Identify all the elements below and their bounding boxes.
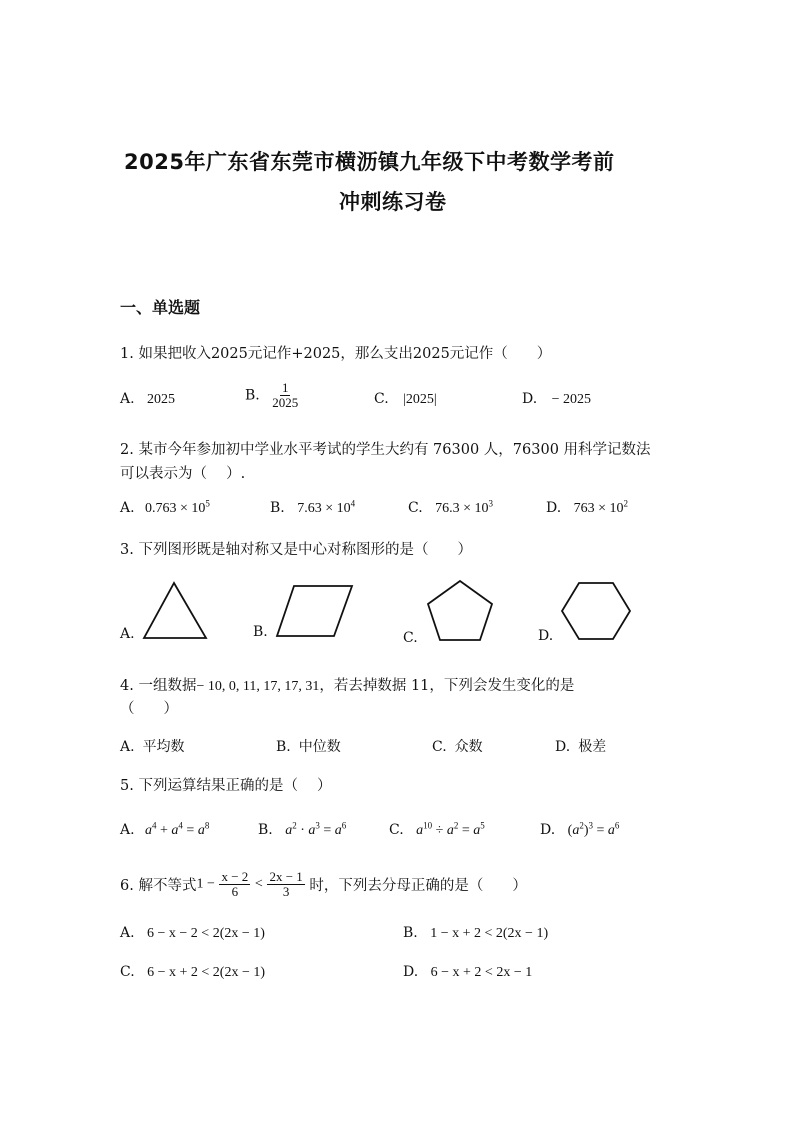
question-3-stem: 3. 下列图形既是轴对称又是中心对称图形的是（ ） bbox=[120, 542, 472, 558]
parallelogram-icon bbox=[274, 582, 356, 640]
q5-option-b[interactable]: B. $a^2 \cdot a^3 = a^6$ bbox=[258, 820, 347, 838]
section-heading: 一、单选题 bbox=[120, 298, 201, 317]
option-label: C. bbox=[408, 500, 423, 516]
q3-option-b-label[interactable]: B. bbox=[253, 624, 268, 640]
option-value: − 2025 bbox=[551, 392, 592, 407]
question-4-stem-line2: （ ） bbox=[120, 701, 178, 717]
hexagon-icon bbox=[560, 580, 634, 642]
q5-option-d[interactable]: D. $(a^2)^3 = a^6$ bbox=[540, 820, 620, 838]
pentagon-icon bbox=[424, 578, 498, 644]
option-value: $763 \times 10^2$ bbox=[573, 498, 629, 516]
data-set: − 10, 0, 11, 17, 17, 31 bbox=[196, 679, 320, 694]
q3-option-d-label[interactable]: D. bbox=[538, 628, 554, 644]
q2-option-b[interactable] bbox=[270, 500, 355, 517]
fraction-numerator: 1 bbox=[281, 380, 289, 395]
q4-option-d[interactable]: D. 极差 bbox=[555, 739, 607, 755]
q2-option-d[interactable] bbox=[546, 500, 628, 517]
option-label: B. bbox=[270, 500, 285, 516]
option-fraction bbox=[270, 381, 300, 410]
fraction-2: $\frac{2x - 1}{3}$ bbox=[269, 869, 303, 899]
option-label: D. bbox=[522, 391, 538, 407]
q3-option-a-label[interactable]: A. bbox=[120, 626, 135, 642]
page-title-line2: 冲刺练习卷 bbox=[339, 190, 447, 214]
q1-option-d[interactable] bbox=[522, 391, 591, 408]
page-title-line1: 2025年广东省东莞市横沥镇九年级下中考数学考前 bbox=[124, 150, 615, 174]
q4-option-c[interactable]: C. 众数 bbox=[432, 739, 483, 755]
q1-option-a[interactable] bbox=[120, 391, 175, 408]
fraction-1: $\frac{x - 2}{6}$ bbox=[221, 869, 249, 899]
q6-option-a[interactable]: A. 6 − x − 2 < 2(2x − 1) bbox=[120, 925, 265, 941]
option-value: $7.63 \times 10^4$ bbox=[297, 498, 356, 516]
question-1-stem: 1. 如果把收入2025元记作+2025，那么支出2025元记作（ ） bbox=[120, 346, 552, 362]
q2-option-c[interactable] bbox=[408, 500, 493, 517]
option-label: A. bbox=[120, 391, 135, 407]
q4-option-a[interactable]: A. 平均数 bbox=[120, 739, 185, 755]
option-label: C. bbox=[374, 391, 389, 407]
q1-option-b[interactable] bbox=[245, 381, 300, 410]
option-value: 2025 bbox=[147, 392, 176, 407]
question-5-stem: 5. 下列运算结果正确的是（ ） bbox=[120, 778, 332, 794]
question-2-stem-line1: 2. 某市今年参加初中学业水平考试的学生大约有 76300 人，76300 用科学记数法 bbox=[120, 442, 651, 458]
option-label: D. bbox=[546, 500, 562, 516]
triangle-icon bbox=[140, 580, 210, 642]
q1-option-c[interactable] bbox=[374, 391, 437, 408]
q4-option-b[interactable]: B. 中位数 bbox=[276, 739, 341, 755]
option-value: $76.3 \times 10^3$ bbox=[435, 498, 494, 516]
option-value: $0.763 \times 10^5$ bbox=[145, 498, 210, 516]
q2-option-a[interactable] bbox=[120, 500, 210, 517]
option-value: |2025| bbox=[403, 392, 437, 407]
option-label: B. bbox=[245, 387, 260, 404]
q5-option-a[interactable]: A. $a^4 + a^4 = a^8$ bbox=[120, 820, 210, 838]
question-2-stem-line2: 可以表示为（ ）. bbox=[120, 466, 246, 482]
question-4-stem-line1: 4. 一组数据− 10, 0, 11, 17, 17, 31，若去掉数据 11，下列会发生变化的是 bbox=[120, 678, 575, 694]
option-label: A. bbox=[120, 500, 135, 516]
q5-option-c[interactable]: C. $a^{10} \div a^2 = a^5$ bbox=[389, 820, 485, 838]
q6-option-b[interactable]: B. 1 − x + 2 < 2(2x − 1) bbox=[403, 925, 549, 941]
q3-option-c-label[interactable]: C. bbox=[403, 630, 418, 646]
q6-option-c[interactable]: C. 6 − x + 2 < 2(2x − 1) bbox=[120, 964, 266, 980]
question-6-stem: 6. 解不等式1 − $\frac{x - 2}{6}$ < $\frac{2x - 1}{3}$ 时，下列去分母正确的是（ ） bbox=[120, 869, 527, 899]
q6-option-d[interactable]: D. 6 − x + 2 < 2x − 1 bbox=[403, 964, 533, 980]
fraction-denominator: 2025 bbox=[272, 395, 299, 410]
